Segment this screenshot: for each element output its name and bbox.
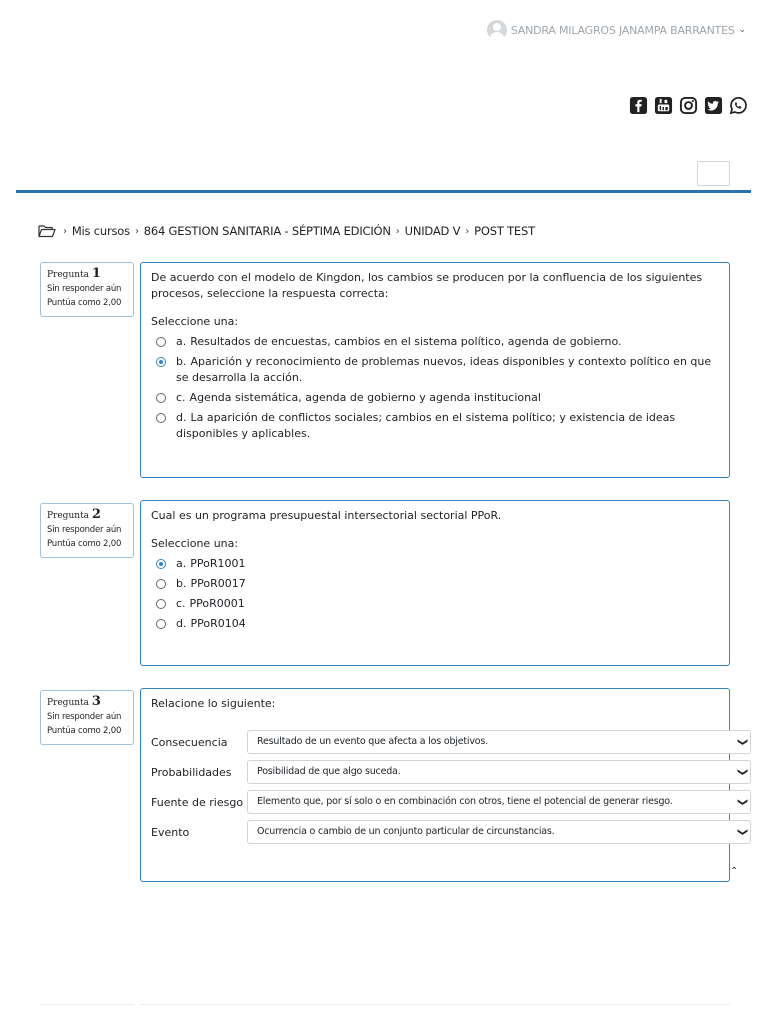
question-info-3 — [40, 690, 134, 745]
question-content-2 — [140, 500, 730, 666]
answer-option-b[interactable]: b. Aparición y reconocimiento de problemas nuevos, ideas disponibles y contexto político en que se desarrolla la acción. — [151, 354, 719, 386]
answer-option-c[interactable]: c. PPoR0001 — [151, 596, 719, 612]
chevron-down-icon: ⌄ — [738, 25, 746, 35]
instagram-icon[interactable] — [679, 96, 698, 115]
answer-option-b[interactable]: b. PPoR0017 — [151, 576, 719, 592]
chevron-down-icon: ❯ — [736, 797, 748, 807]
question-text: Relacione lo siguiente: — [151, 697, 276, 710]
match-selected-value: Posibilidad de que algo suceda. — [257, 766, 401, 777]
match-selected-value: Ocurrencia o cambio de un conjunto particular de circunstancias. — [257, 826, 555, 837]
answer-option-d[interactable]: d. La aparición de conflictos sociales; cambios en el sistema político; y existencia de ideas disponibles y aplicables. — [151, 410, 719, 442]
radio-button[interactable] — [156, 619, 166, 629]
match-select[interactable] — [247, 760, 751, 784]
match-row — [151, 730, 748, 754]
answer-option-c[interactable]: c. Agenda sistemática, agenda de gobierno y agenda institucional — [151, 390, 719, 406]
folder-open-icon — [38, 224, 56, 238]
twitter-icon[interactable] — [704, 96, 723, 115]
next-question-info-edge — [40, 1004, 134, 1005]
question-number: Pregunta 3 — [47, 694, 101, 709]
question-info-2 — [40, 503, 134, 558]
answer-option-a[interactable]: a. Resultados de encuestas, cambios en el sistema político, agenda de gobierno. — [151, 334, 719, 350]
chevron-right-icon: › — [465, 225, 470, 237]
breadcrumb-item-post-test[interactable]: POST TEST — [474, 224, 535, 238]
chevron-down-icon: ❯ — [736, 827, 748, 837]
social-links — [629, 96, 748, 115]
chevron-right-icon: › — [63, 225, 67, 237]
whatsapp-icon[interactable] — [729, 96, 748, 115]
avatar — [487, 20, 507, 40]
chevron-down-icon: ❯ — [736, 767, 748, 777]
match-list — [151, 730, 748, 844]
match-term: Evento — [151, 825, 190, 839]
match-row — [151, 790, 748, 814]
question-text: De acuerdo con el modelo de Kingdon, los cambios se producen por la confluencia de los siguientes procesos, seleccione la respuesta correcta: — [151, 271, 703, 300]
breadcrumb-item-mis-cursos[interactable]: Mis cursos — [71, 224, 130, 238]
question-points: Puntúa como 2,00 — [47, 539, 122, 549]
header-divider — [16, 190, 751, 193]
youtube-icon[interactable] — [654, 96, 673, 115]
question-status: Sin responder aún — [47, 284, 122, 294]
breadcrumb — [38, 223, 535, 239]
question-points: Puntúa como 2,00 — [47, 298, 122, 308]
match-selected-value: Resultado de un evento que afecta a los objetivos. — [257, 736, 488, 747]
header-toggle-button[interactable] — [697, 161, 730, 186]
question-number: Pregunta 1 — [47, 266, 101, 281]
chevron-down-icon: ❯ — [736, 737, 748, 747]
next-question-content-edge — [140, 1004, 730, 1005]
question-number: Pregunta 2 — [47, 507, 101, 522]
question-info-1 — [40, 262, 134, 317]
question-status: Sin responder aún — [47, 525, 122, 535]
match-term: Probabilidades — [151, 765, 232, 779]
match-term: Fuente de riesgo — [151, 795, 244, 809]
radio-button[interactable] — [156, 337, 166, 347]
answer-prompt: Seleccione una: — [151, 537, 239, 550]
answer-option-a[interactable]: a. PPoR1001 — [151, 556, 719, 572]
radio-button[interactable] — [156, 393, 166, 403]
user-name: SANDRA MILAGROS JANAMPA BARRANTES — [510, 23, 735, 37]
question-content-1 — [140, 262, 730, 478]
chevron-right-icon: › — [395, 225, 400, 237]
radio-button-selected[interactable] — [156, 559, 166, 569]
match-row — [151, 820, 748, 844]
radio-button-selected[interactable] — [156, 357, 166, 367]
user-menu[interactable] — [487, 20, 746, 40]
radio-button[interactable] — [156, 579, 166, 589]
match-select[interactable] — [247, 790, 751, 814]
question-status: Sin responder aún — [47, 712, 122, 722]
radio-button[interactable] — [156, 599, 166, 609]
answer-prompt: Seleccione una: — [151, 315, 239, 328]
breadcrumb-item-course[interactable]: 864 GESTION SANITARIA - SÉPTIMA EDICIÓN — [143, 224, 391, 238]
match-select[interactable] — [247, 730, 751, 754]
match-selected-value: Elemento que, por sí solo o en combinación con otros, tiene el potencial de generar riesgo. — [257, 796, 673, 807]
chevron-up-icon[interactable]: ⌃ — [730, 866, 739, 877]
radio-button[interactable] — [156, 413, 166, 423]
facebook-icon[interactable] — [629, 96, 648, 115]
match-row — [151, 760, 748, 784]
question-content-3 — [140, 688, 748, 882]
question-points: Puntúa como 2,00 — [47, 726, 122, 736]
chevron-right-icon: › — [134, 225, 139, 237]
match-term: Consecuencia — [151, 735, 228, 749]
breadcrumb-item-unit[interactable]: UNIDAD V — [404, 224, 461, 238]
match-select[interactable] — [247, 820, 751, 844]
question-text: Cual es un programa presupuestal intersectorial sectorial PPoR. — [151, 509, 502, 522]
answer-option-d[interactable]: d. PPoR0104 — [151, 616, 719, 632]
